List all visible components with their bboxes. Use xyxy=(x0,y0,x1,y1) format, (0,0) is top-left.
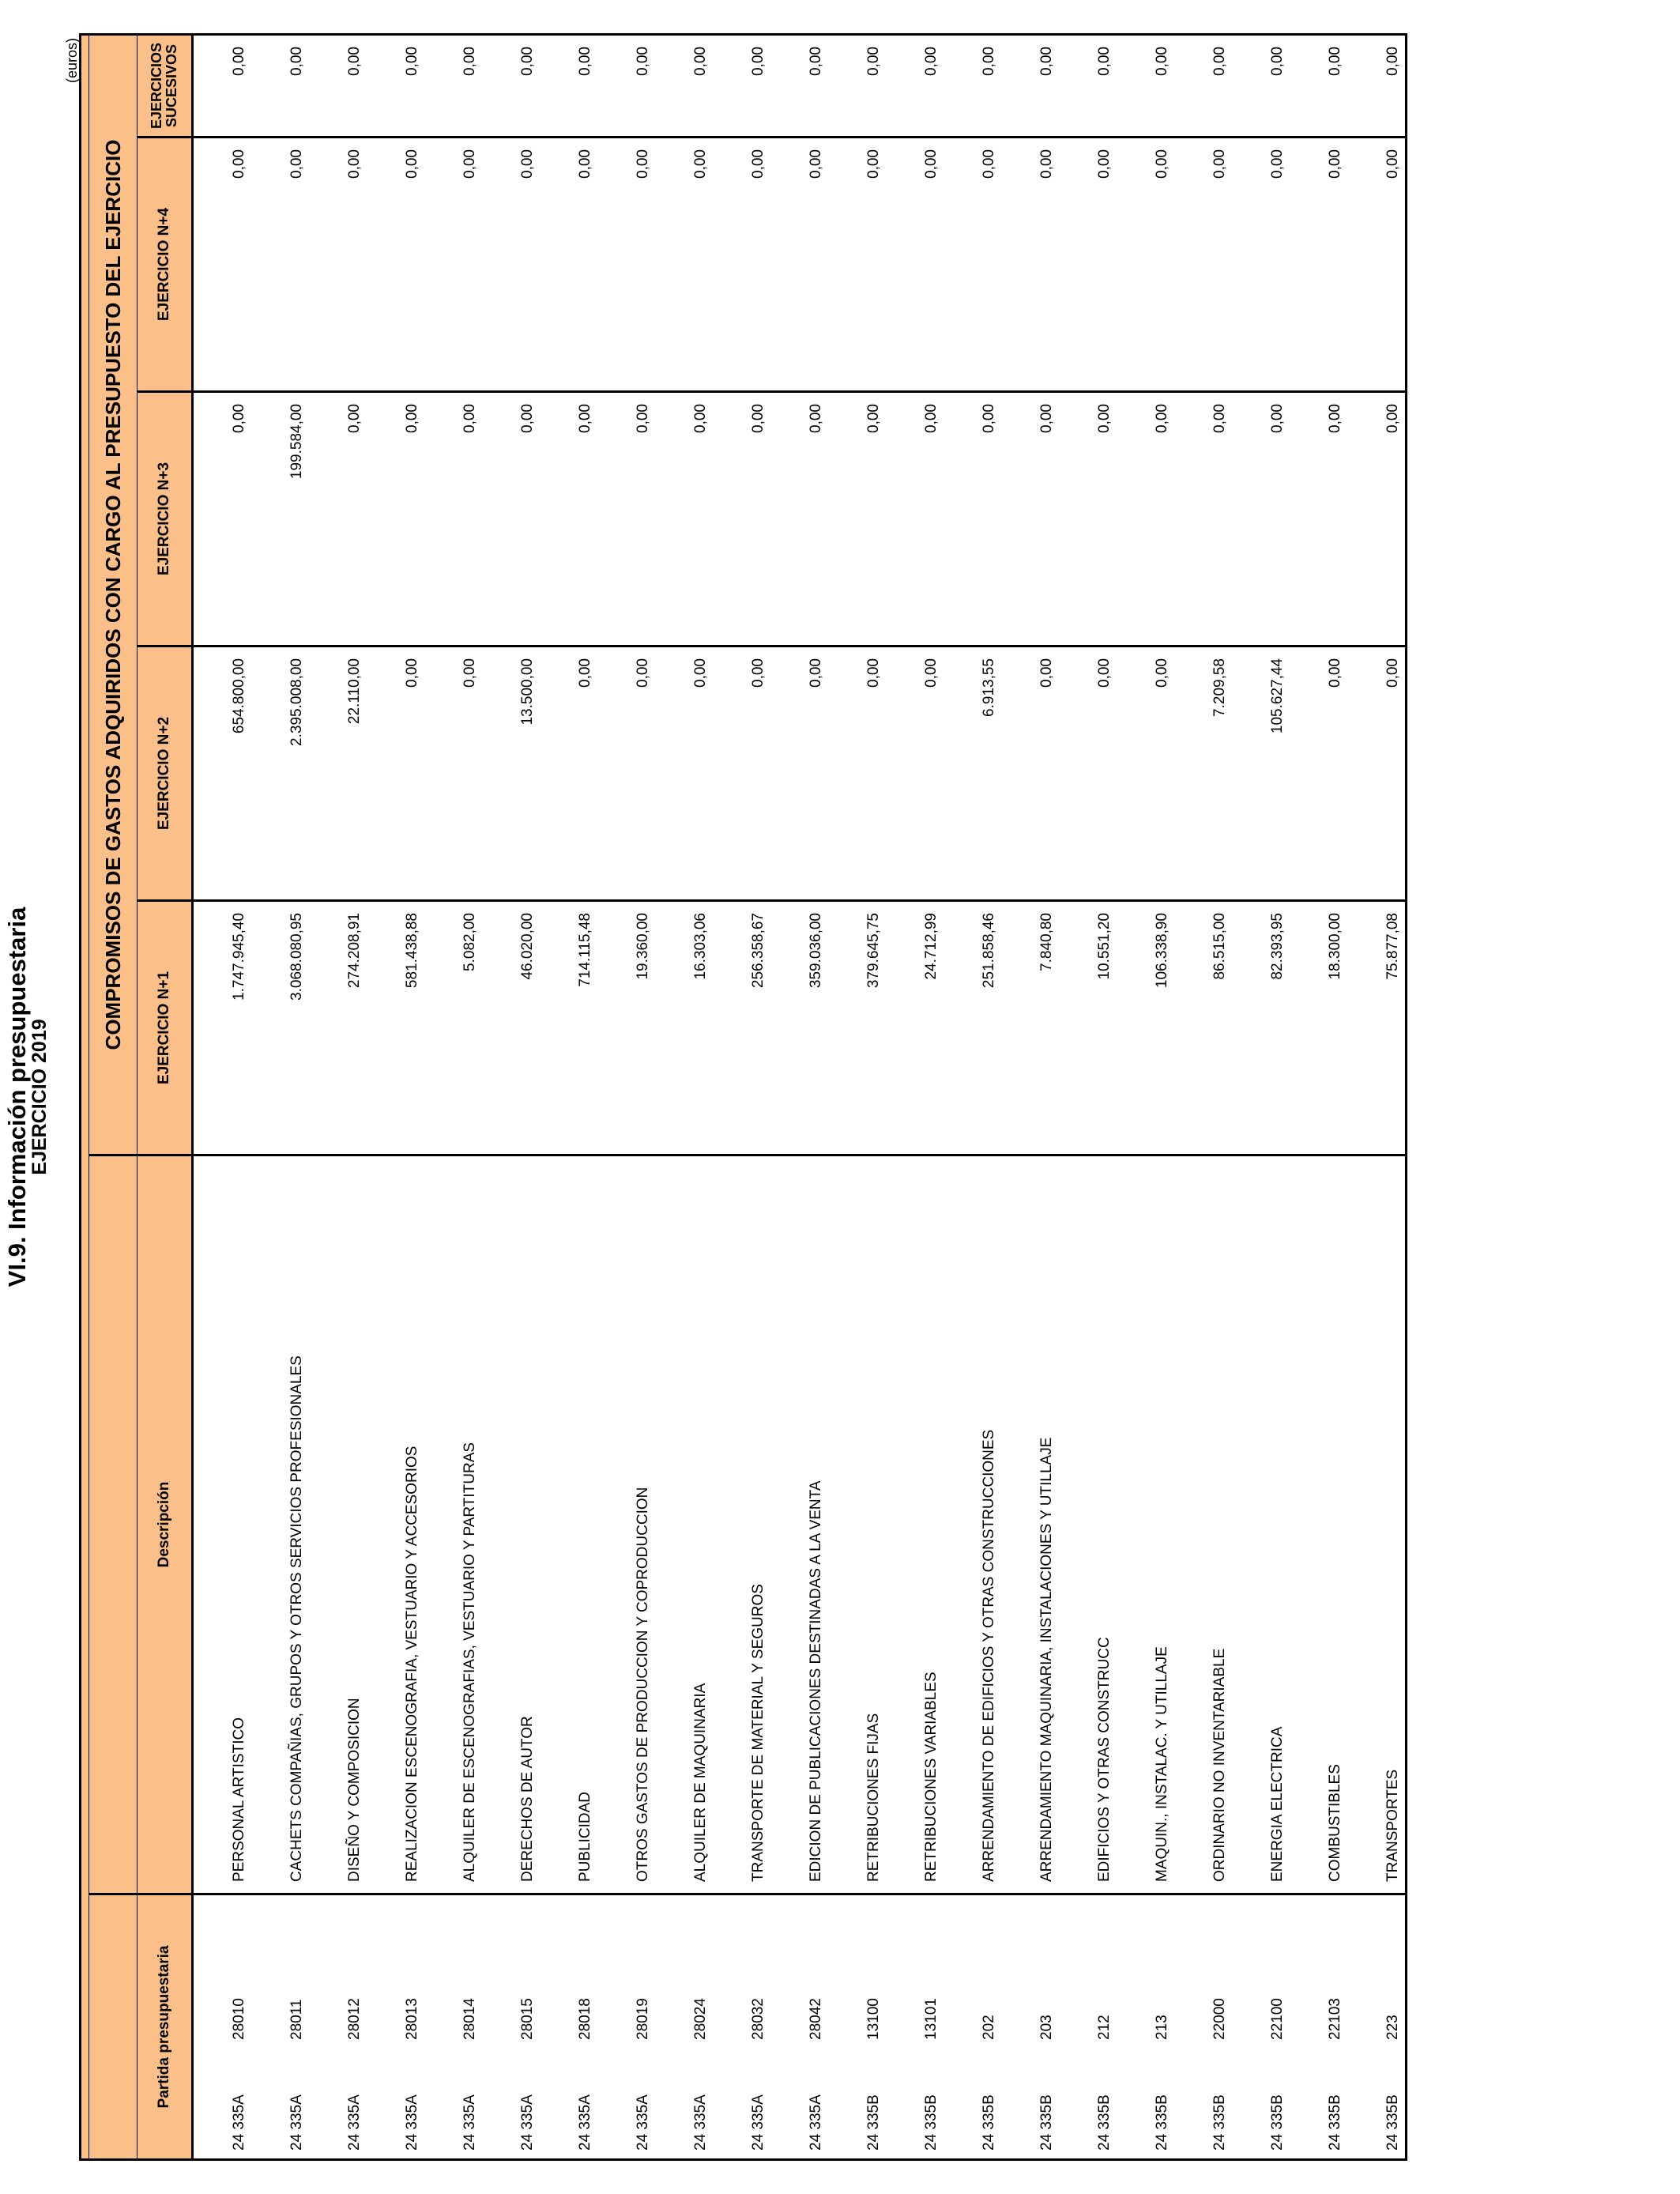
partida-program: 24 335B xyxy=(865,2094,882,2151)
cell-n4: 0,00 xyxy=(655,138,713,392)
cell-sucesivos: 0,00 xyxy=(251,35,309,138)
table-row xyxy=(1347,35,1407,2160)
cell-n1: 19.360,00 xyxy=(597,901,655,1155)
partida-concept: 28012 xyxy=(346,1998,363,2040)
partida-concept: 28018 xyxy=(577,1998,593,2040)
cell-n1: 10.551,20 xyxy=(1059,901,1117,1155)
cell-descripcion: ALQUILER DE MAQUINARIA xyxy=(655,1155,713,1894)
cell-n1: 1.747.945,40 xyxy=(193,901,252,1155)
cell-sucesivos: 0,00 xyxy=(886,35,944,138)
table-row xyxy=(597,35,655,2160)
cell-partida xyxy=(367,1894,424,2160)
cell-partida xyxy=(597,1894,655,2160)
col-header-partida: Partida presupuestaria xyxy=(137,1894,193,2160)
cell-n3: 0,00 xyxy=(828,392,886,647)
cell-descripcion: DERECHOS DE AUTOR xyxy=(482,1155,540,1894)
cell-n4: 0,00 xyxy=(251,138,309,392)
cell-n2: 0,00 xyxy=(1290,647,1347,901)
cell-sucesivos: 0,00 xyxy=(1232,35,1290,138)
cell-n2: 2.395.008,00 xyxy=(251,647,309,901)
col-header-n2: EJERCICIO N+2 xyxy=(137,647,193,901)
cell-n4: 0,00 xyxy=(482,138,540,392)
cell-n3: 0,00 xyxy=(1001,392,1059,647)
cell-n1: 82.393,95 xyxy=(1232,901,1290,1155)
cell-partida xyxy=(828,1894,886,2160)
cell-n2: 0,00 xyxy=(1347,647,1407,901)
cell-descripcion: DISEÑO Y COMPOSICION xyxy=(309,1155,367,1894)
cell-n4: 0,00 xyxy=(1059,138,1117,392)
cell-n2: 22.110,00 xyxy=(309,647,367,901)
table-row xyxy=(367,35,424,2160)
cell-sucesivos: 0,00 xyxy=(1290,35,1347,138)
cell-n2: 13.500,00 xyxy=(482,647,540,901)
cell-descripcion: COMBUSTIBLES xyxy=(1290,1155,1347,1894)
table-row xyxy=(1117,35,1174,2160)
cell-n1: 16.303,06 xyxy=(655,901,713,1155)
cell-sucesivos: 0,00 xyxy=(1001,35,1059,138)
partida-program: 24 335A xyxy=(635,2094,651,2151)
table-row xyxy=(251,35,309,2160)
cell-n4: 0,00 xyxy=(1174,138,1232,392)
cell-n3: 0,00 xyxy=(713,392,770,647)
cell-n2: 105.627,44 xyxy=(1232,647,1290,901)
cell-partida xyxy=(540,1894,597,2160)
cell-descripcion: EDICION DE PUBLICACIONES DESTINADAS A LA VENTA xyxy=(770,1155,828,1894)
cell-n4: 0,00 xyxy=(944,138,1001,392)
cell-partida xyxy=(482,1894,540,2160)
cell-n3: 0,00 xyxy=(309,392,367,647)
cell-sucesivos: 0,00 xyxy=(309,35,367,138)
table-row xyxy=(713,35,770,2160)
cell-n3: 0,00 xyxy=(944,392,1001,647)
cell-sucesivos: 0,00 xyxy=(770,35,828,138)
table-row xyxy=(770,35,828,2160)
partida-concept: 203 xyxy=(1038,2015,1055,2040)
page-subtitle: EJERCICIO 2019 xyxy=(28,1019,51,1175)
cell-n3: 0,00 xyxy=(886,392,944,647)
cell-n4: 0,00 xyxy=(1290,138,1347,392)
cell-n1: 5.082,00 xyxy=(424,901,482,1155)
cell-n3: 0,00 xyxy=(193,392,252,647)
table-row xyxy=(944,35,1001,2160)
cell-sucesivos: 0,00 xyxy=(1117,35,1174,138)
cell-n4: 0,00 xyxy=(193,138,252,392)
cell-n4: 0,00 xyxy=(309,138,367,392)
col-header-n1: EJERCICIO N+1 xyxy=(137,901,193,1155)
cell-descripcion: TRANSPORTES xyxy=(1347,1155,1407,1894)
cell-sucesivos: 0,00 xyxy=(944,35,1001,138)
partida-concept: 22100 xyxy=(1269,1998,1286,2040)
cell-n1: 379.645,75 xyxy=(828,901,886,1155)
cell-descripcion: ARRENDAMIENTO DE EDIFICIOS Y OTRAS CONSTRUCCIONES xyxy=(944,1155,1001,1894)
partida-concept: 202 xyxy=(981,2015,997,2040)
partida-concept: 28014 xyxy=(461,1998,478,2040)
cell-n1: 46.020,00 xyxy=(482,901,540,1155)
cell-n1: 75.877,08 xyxy=(1347,901,1407,1155)
partida-concept: 28010 xyxy=(231,1998,247,2040)
cell-n3: 0,00 xyxy=(540,392,597,647)
cell-n1: 274.208,91 xyxy=(309,901,367,1155)
cell-n3: 0,00 xyxy=(424,392,482,647)
cell-partida xyxy=(251,1894,309,2160)
partida-program: 24 335A xyxy=(404,2094,420,2151)
table-row xyxy=(193,35,252,2160)
partida-concept: 22000 xyxy=(1211,1998,1228,2040)
cell-n2: 6.913,55 xyxy=(944,647,1001,901)
cell-descripcion: ALQUILER DE ESCENOGRAFIAS, VESTUARIO Y PARTITURAS xyxy=(424,1155,482,1894)
cell-n3: 0,00 xyxy=(655,392,713,647)
budget-table xyxy=(79,33,1407,2161)
partida-concept: 13100 xyxy=(865,1998,882,2040)
cell-n2: 0,00 xyxy=(770,647,828,901)
table-row xyxy=(886,35,944,2160)
partida-program: 24 335B xyxy=(1154,2094,1170,2151)
table-row xyxy=(1290,35,1347,2160)
partida-concept: 28032 xyxy=(750,1998,767,2040)
partida-program: 24 335A xyxy=(231,2094,247,2151)
cell-sucesivos: 0,00 xyxy=(540,35,597,138)
cell-n2: 0,00 xyxy=(367,647,424,901)
partida-concept: 28019 xyxy=(635,1998,651,2040)
cell-n1: 581.438,88 xyxy=(367,901,424,1155)
cell-n4: 0,00 xyxy=(1117,138,1174,392)
cell-sucesivos: 0,00 xyxy=(424,35,482,138)
partida-program: 24 335A xyxy=(346,2094,363,2151)
cell-n2: 0,00 xyxy=(1001,647,1059,901)
cell-descripcion: EDIFICIOS Y OTRAS CONSTRUCC xyxy=(1059,1155,1117,1894)
cell-n4: 0,00 xyxy=(424,138,482,392)
header-top-strip xyxy=(81,35,89,2160)
partida-program: 24 335B xyxy=(1096,2094,1113,2151)
cell-descripcion: CACHETS COMPAÑIAS, GRUPOS Y OTROS SERVICIOS PROFESIONALES xyxy=(251,1155,309,1894)
table-row xyxy=(309,35,367,2160)
table-row xyxy=(655,35,713,2160)
cell-n4: 0,00 xyxy=(1232,138,1290,392)
partida-concept: 28011 xyxy=(288,1999,305,2040)
cell-n1: 359.036,00 xyxy=(770,901,828,1155)
cell-partida xyxy=(886,1894,944,2160)
cell-sucesivos: 0,00 xyxy=(655,35,713,138)
table-row xyxy=(540,35,597,2160)
cell-partida xyxy=(1347,1894,1407,2160)
partida-program: 24 335A xyxy=(519,2094,536,2151)
page-title: VI.9. Información presupuestaria xyxy=(3,907,31,1287)
partida-program: 24 335B xyxy=(981,2094,997,2151)
cell-n4: 0,00 xyxy=(540,138,597,392)
partida-program: 24 335A xyxy=(808,2094,824,2151)
cell-descripcion: PERSONAL ARTISTICO xyxy=(193,1155,252,1894)
cell-n4: 0,00 xyxy=(1347,138,1407,392)
cell-partida xyxy=(1174,1894,1232,2160)
cell-n1: 714.115,48 xyxy=(540,901,597,1155)
cell-partida xyxy=(1290,1894,1347,2160)
cell-n1: 86.515,00 xyxy=(1174,901,1232,1155)
cell-partida xyxy=(944,1894,1001,2160)
cell-n3: 0,00 xyxy=(1117,392,1174,647)
partida-program: 24 335A xyxy=(692,2094,709,2151)
cell-n2: 0,00 xyxy=(655,647,713,901)
cell-partida xyxy=(713,1894,770,2160)
cell-n1: 7.840,80 xyxy=(1001,901,1059,1155)
cell-n1: 24.712,99 xyxy=(886,901,944,1155)
cell-n2: 654.800,00 xyxy=(193,647,252,901)
table-row xyxy=(1001,35,1059,2160)
col-header-sucesivos-line1: EJERCICIOS xyxy=(149,42,164,130)
table-row xyxy=(1174,35,1232,2160)
cell-n4: 0,00 xyxy=(713,138,770,392)
cell-n2: 0,00 xyxy=(1117,647,1174,901)
cell-n2: 0,00 xyxy=(540,647,597,901)
table-row xyxy=(482,35,540,2160)
table-row xyxy=(828,35,886,2160)
cell-n1: 18.300,00 xyxy=(1290,901,1347,1155)
partida-program: 24 335A xyxy=(577,2094,593,2151)
cell-descripcion: OTROS GASTOS DE PRODUCCION Y COPRODUCCION xyxy=(597,1155,655,1894)
cell-partida xyxy=(193,1894,252,2160)
table-row xyxy=(424,35,482,2160)
column-header-row xyxy=(137,35,193,2160)
cell-n4: 0,00 xyxy=(1001,138,1059,392)
col-header-n4: EJERCICIO N+4 xyxy=(137,138,193,392)
partida-concept: 13101 xyxy=(923,1998,940,2040)
cell-descripcion: RETRIBUCIONES FIJAS xyxy=(828,1155,886,1894)
partida-concept: 28015 xyxy=(519,1998,536,2040)
units-label: (euros) xyxy=(64,38,80,84)
header-group-row xyxy=(89,35,137,2160)
partida-program: 24 335B xyxy=(1038,2094,1055,2151)
partida-concept: 212 xyxy=(1096,2015,1113,2040)
partida-program: 24 335B xyxy=(1211,2094,1228,2151)
col-header-descripcion: Descripción xyxy=(137,1155,193,1894)
cell-n2: 0,00 xyxy=(597,647,655,901)
cell-n1: 256.358,67 xyxy=(713,901,770,1155)
cell-sucesivos: 0,00 xyxy=(713,35,770,138)
cell-sucesivos: 0,00 xyxy=(482,35,540,138)
partida-concept: 223 xyxy=(1384,2015,1401,2040)
cell-n3: 199.584,00 xyxy=(251,392,309,647)
cell-sucesivos: 0,00 xyxy=(828,35,886,138)
cell-descripcion: RETRIBUCIONES VARIABLES xyxy=(886,1155,944,1894)
cell-descripcion: REALIZACION ESCENOGRAFIA, VESTUARIO Y ACCESORIOS xyxy=(367,1155,424,1894)
cell-n4: 0,00 xyxy=(886,138,944,392)
table-row xyxy=(1232,35,1290,2160)
partida-program: 24 335A xyxy=(288,2094,305,2151)
cell-partida xyxy=(1059,1894,1117,2160)
partida-concept: 213 xyxy=(1154,2015,1170,2040)
cell-sucesivos: 0,00 xyxy=(1059,35,1117,138)
col-header-n3: EJERCICIO N+3 xyxy=(137,392,193,647)
cell-n3: 0,00 xyxy=(1059,392,1117,647)
cell-partida xyxy=(770,1894,828,2160)
cell-n2: 0,00 xyxy=(424,647,482,901)
group-header: COMPROMISOS DE GASTOS ADQUIRIDOS CON CARGO AL PRESUPUESTO DEL EJERCICIO xyxy=(89,35,137,1155)
cell-sucesivos: 0,00 xyxy=(193,35,252,138)
cell-n4: 0,00 xyxy=(597,138,655,392)
cell-partida xyxy=(1232,1894,1290,2160)
cell-descripcion: TRANSPORTE DE MATERIAL Y SEGUROS xyxy=(713,1155,770,1894)
cell-partida xyxy=(309,1894,367,2160)
col-header-sucesivos-line2: SUCESIVOS xyxy=(164,43,179,128)
cell-n3: 0,00 xyxy=(1290,392,1347,647)
partida-program: 24 335A xyxy=(750,2094,767,2151)
cell-n4: 0,00 xyxy=(367,138,424,392)
partida-concept: 22103 xyxy=(1327,1998,1343,2040)
partida-concept: 28013 xyxy=(404,1998,420,2040)
partida-program: 24 335B xyxy=(923,2094,940,2151)
cell-descripcion: MAQUIN., INSTALAC. Y UTILLAJE xyxy=(1117,1155,1174,1894)
cell-descripcion: PUBLICIDAD xyxy=(540,1155,597,1894)
cell-n1: 3.068.080,95 xyxy=(251,901,309,1155)
cell-n1: 251.858,46 xyxy=(944,901,1001,1155)
cell-n2: 0,00 xyxy=(713,647,770,901)
cell-n3: 0,00 xyxy=(1232,392,1290,647)
cell-n4: 0,00 xyxy=(770,138,828,392)
cell-n3: 0,00 xyxy=(770,392,828,647)
cell-n2: 0,00 xyxy=(886,647,944,901)
partida-program: 24 335B xyxy=(1384,2094,1401,2151)
cell-partida xyxy=(424,1894,482,2160)
cell-descripcion: ARRENDAMIENTO MAQUINARIA, INSTALACIONES Y UTILLAJE xyxy=(1001,1155,1059,1894)
partida-program: 24 335B xyxy=(1269,2094,1286,2151)
partida-program: 24 335B xyxy=(1327,2094,1343,2151)
partida-concept: 28042 xyxy=(808,1998,824,2040)
cell-n2: 0,00 xyxy=(828,647,886,901)
cell-sucesivos: 0,00 xyxy=(597,35,655,138)
cell-n1: 106.338,90 xyxy=(1117,901,1174,1155)
col-header-sucesivos xyxy=(137,35,193,138)
cell-n2: 7.209,58 xyxy=(1174,647,1232,901)
cell-partida xyxy=(1117,1894,1174,2160)
cell-n3: 0,00 xyxy=(1347,392,1407,647)
partida-concept: 28024 xyxy=(692,1998,709,2040)
cell-n2: 0,00 xyxy=(1059,647,1117,901)
cell-partida xyxy=(1001,1894,1059,2160)
cell-n3: 0,00 xyxy=(1174,392,1232,647)
cell-sucesivos: 0,00 xyxy=(367,35,424,138)
cell-descripcion: ENERGIA ELECTRICA xyxy=(1232,1155,1290,1894)
cell-n3: 0,00 xyxy=(367,392,424,647)
cell-partida xyxy=(655,1894,713,2160)
cell-descripcion: ORDINARIO NO INVENTARIABLE xyxy=(1174,1155,1232,1894)
partida-program: 24 335A xyxy=(461,2094,478,2151)
cell-sucesivos: 0,00 xyxy=(1174,35,1232,138)
cell-n3: 0,00 xyxy=(482,392,540,647)
cell-n4: 0,00 xyxy=(828,138,886,392)
cell-sucesivos: 0,00 xyxy=(1347,35,1407,138)
cell-n3: 0,00 xyxy=(597,392,655,647)
table-row xyxy=(1059,35,1117,2160)
